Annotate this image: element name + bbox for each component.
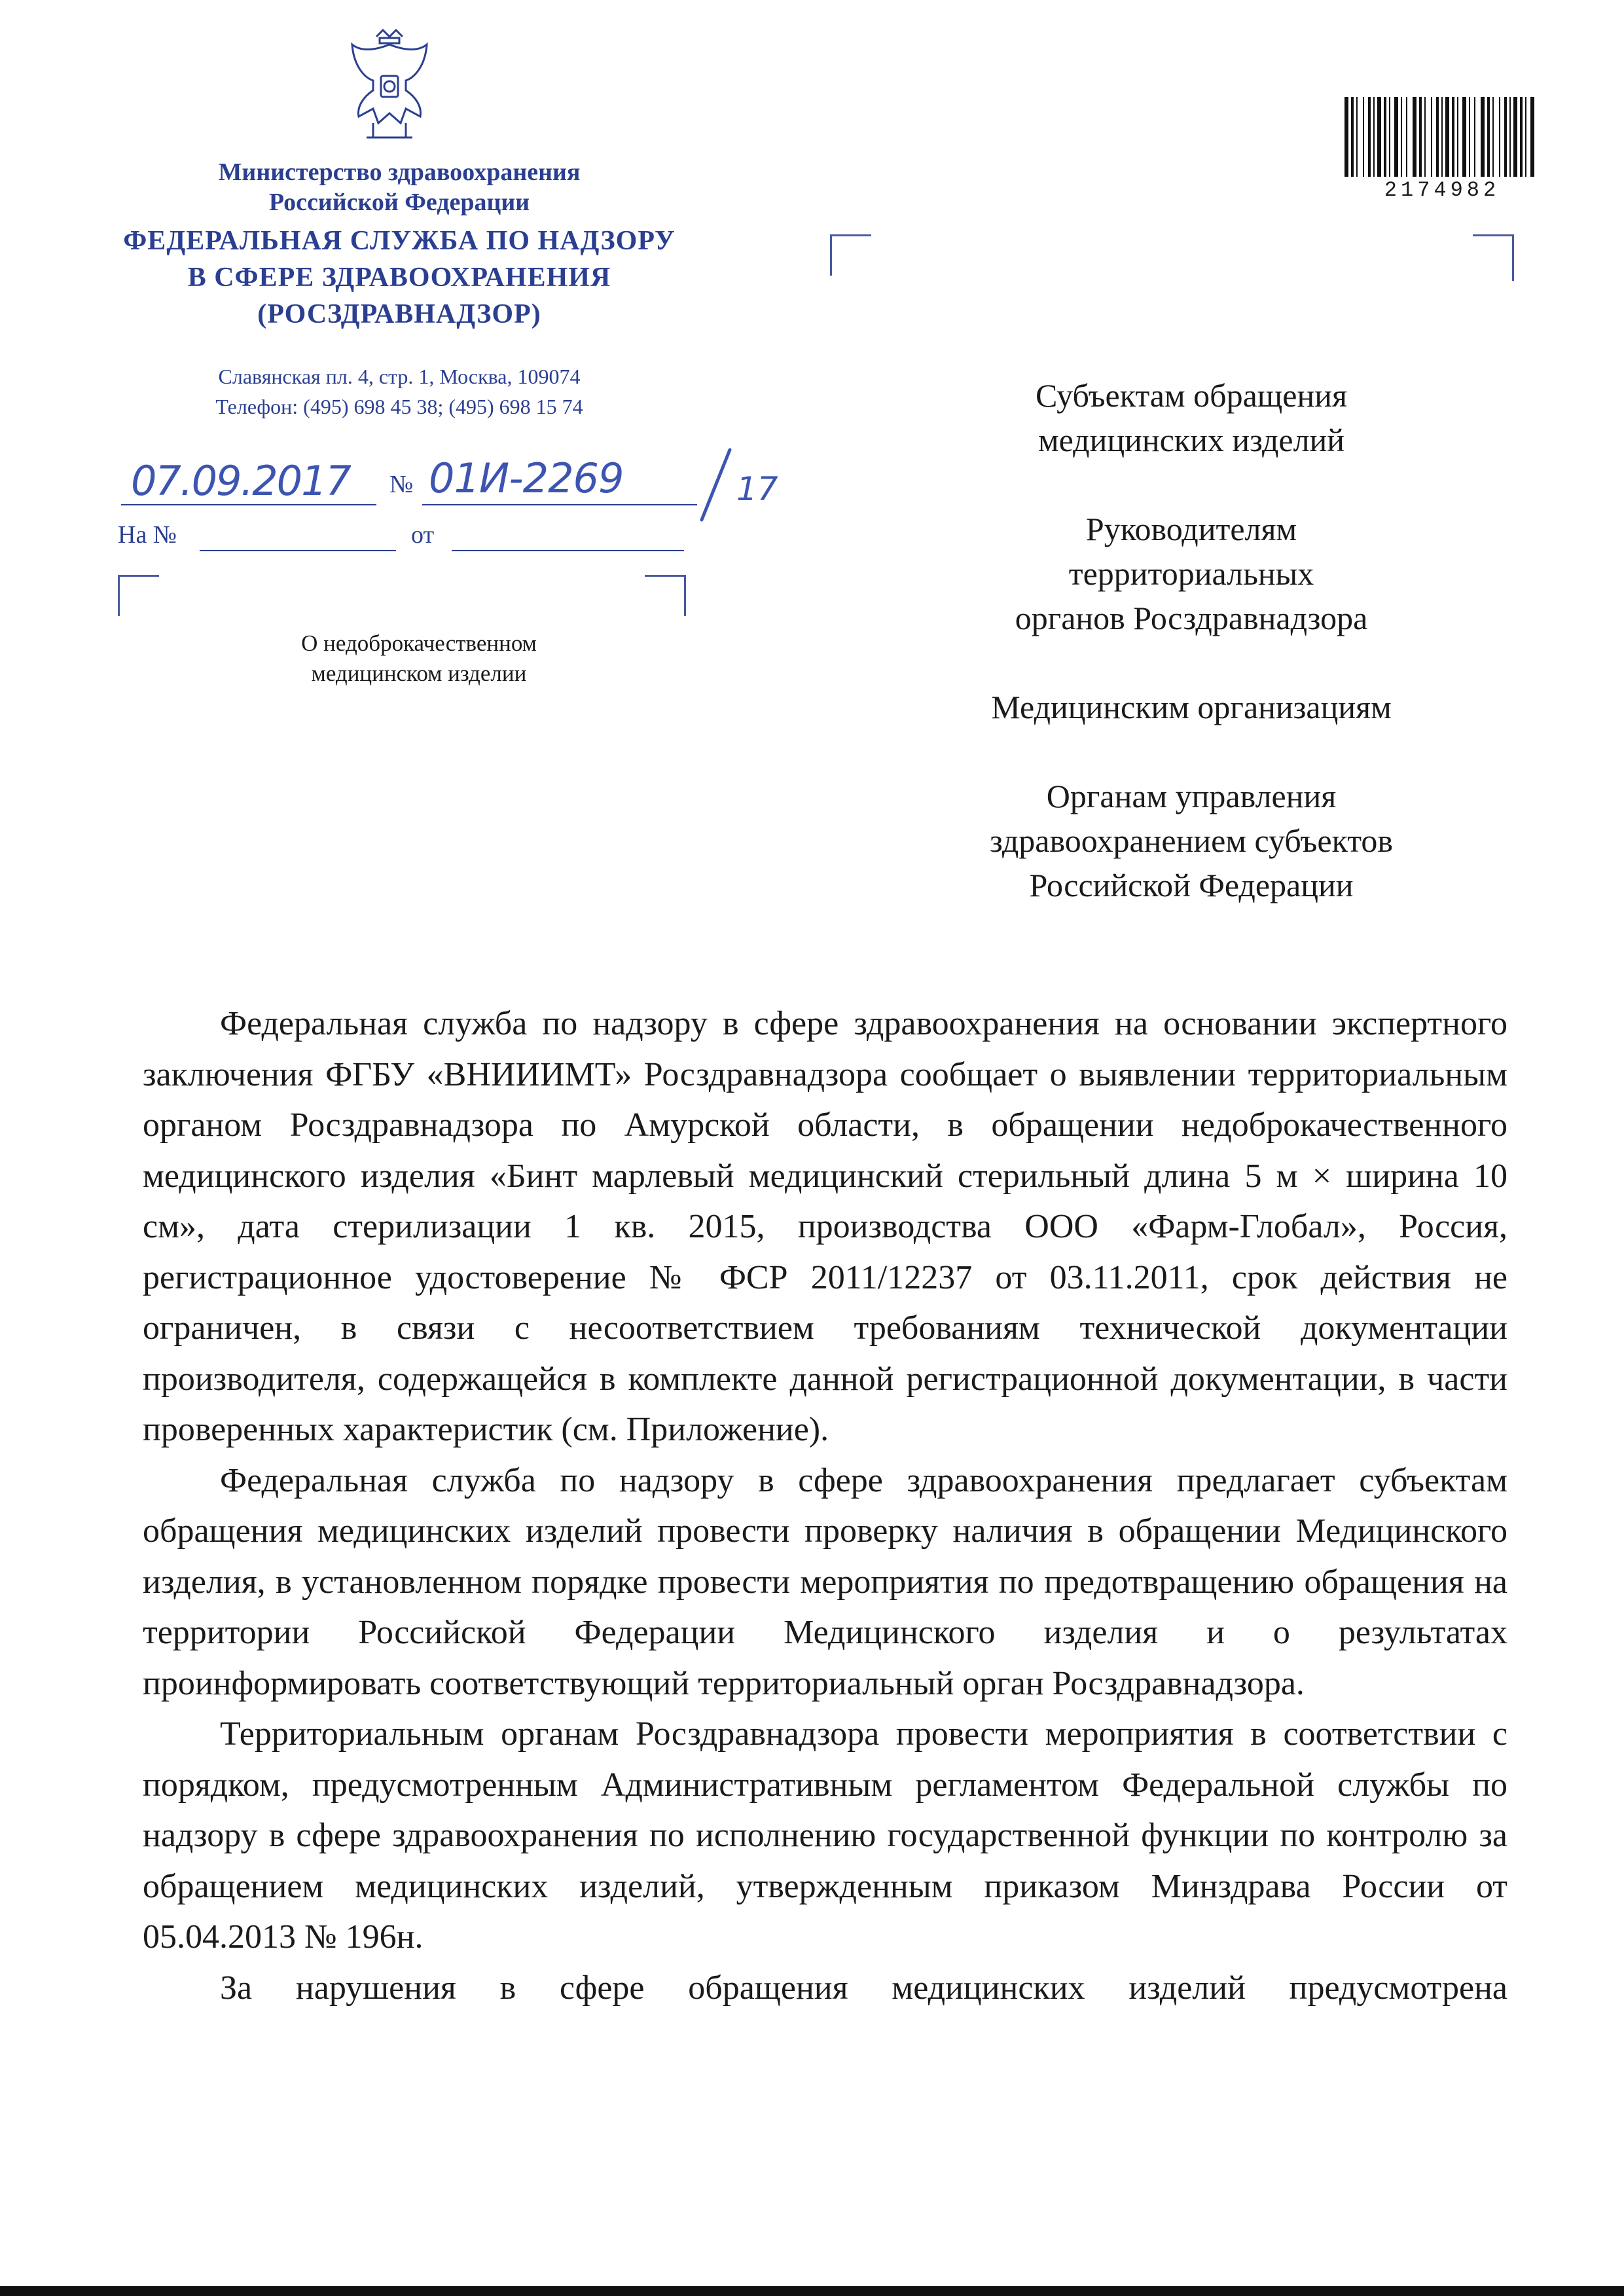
addressee-line: Органам управления — [1046, 778, 1337, 814]
letter-subject — [236, 629, 602, 689]
number-underline — [422, 504, 697, 505]
barcode-bar — [1419, 97, 1422, 177]
barcode-bar — [1530, 97, 1534, 177]
ministry-name — [131, 157, 668, 217]
barcode-bar — [1351, 97, 1354, 177]
barcode-bar — [1504, 97, 1507, 177]
registration-number: 01И-2269 — [429, 454, 624, 502]
barcode-number: 2174982 — [1384, 178, 1500, 202]
addressee-line: органов Росздравнадзора — [1015, 600, 1368, 636]
agency-line-3: (РОСЗДРАВНАДЗОР) — [257, 299, 541, 329]
barcode-bar — [1499, 97, 1500, 177]
barcode-bar — [1344, 97, 1348, 177]
subject-corner-left — [118, 575, 159, 616]
agency-name — [92, 223, 707, 333]
addressee-line: здравоохранением субъектов — [989, 822, 1394, 859]
barcode-bar — [1401, 97, 1402, 177]
barcode-bar — [1513, 97, 1517, 177]
reference-number-label: На № — [118, 521, 177, 549]
barcode — [1341, 97, 1543, 182]
barcode-bar — [1406, 97, 1407, 177]
agency-phone: Телефон: (495) 698 45 38; (495) 698 15 74 — [215, 395, 583, 418]
barcode-bar — [1452, 97, 1454, 177]
addressee-corner-right — [1473, 234, 1514, 281]
barcode-bar — [1445, 97, 1449, 177]
body-paragraph-3: Территориальным органам Росздравнадзора провести мероприятия в соответствии с порядком, предусмотренным Административным регламентом Федеральной службы по надзору в сфере здравоохранения по исполнению государственной функции по контролю за обращением медицинских изделий, утвержденным приказом Минздрава России от 05.04.2013 № 196н. — [143, 1715, 1507, 1956]
barcode-bar — [1520, 97, 1523, 177]
reference-row — [118, 520, 177, 549]
barcode-bar — [1441, 97, 1443, 177]
barcode-bar — [1509, 97, 1511, 177]
addressee-block — [864, 373, 1519, 952]
agency-line-1: ФЕДЕРАЛЬНАЯ СЛУЖБА ПО НАДЗОРУ — [123, 226, 676, 256]
barcode-bar — [1469, 97, 1470, 177]
barcode-bar — [1474, 97, 1475, 177]
barcode-bar — [1436, 97, 1439, 177]
agency-line-2: В СФЕРЕ ЗДРАВООХРАНЕНИЯ — [187, 263, 611, 293]
addressee-group — [864, 507, 1519, 640]
coat-of-arms-emblem — [347, 25, 432, 143]
addressee-group — [864, 685, 1519, 729]
barcode-bar — [1492, 97, 1494, 177]
barcode-bar — [1368, 97, 1371, 177]
addressee-group — [864, 774, 1519, 907]
barcode-bar — [1373, 97, 1375, 177]
registration-year: 17 — [736, 470, 778, 508]
date-underline — [121, 504, 376, 505]
ministry-line-2: Российской Федерации — [268, 189, 530, 216]
barcode-bar — [1413, 97, 1416, 177]
letter-body — [143, 998, 1507, 2013]
body-paragraph-2: Федеральная служба по надзору в сфере здравоохранения предлагает субъектам обращения медицинских изделий провести проверку наличия в обращении Медицинского изделия, в установленном порядке провести мероприятия по предотвращению обращения на территории Российской Федерации Медицинского изделия и о результатах проинформировать соответствующий территориальный орган Росздравнадзора. — [143, 1461, 1507, 1702]
subject-line-1: О недоброкачественном — [301, 630, 537, 656]
agency-contacts — [118, 361, 681, 422]
addressee-group — [864, 373, 1519, 462]
body-paragraph-1: Федеральная служба по надзору в сфере здравоохранения на основании экспертного заключения ФГБУ «ВНИИИМТ» Росздравнадзора сообщает о выявлении территориальным органом Росздравнадзора по Амурской области, в обращении недоброкачественного медицинского изделия «Бинт марлевый медицинский стерильный длина 5 м × ширина 10 см», дата стерилизации 1 кв. 2015, производства ООО «Фарм-Глобал», Россия, регистрационное удостоверение № ФСР 2011/12237 от 03.11.2011, срок действия не ограничен, в связи с несоответствием требованиям технической документации производителя, содержащейся в комплекте данной регистрационной документации, в части проверенных характеристик (см. Приложение). — [143, 1005, 1507, 1448]
subject-line-2: медицинском изделии — [311, 661, 527, 686]
agency-address: Славянская пл. 4, стр. 1, Москва, 109074 — [218, 365, 581, 388]
addressee-line: медицинских изделий — [1038, 422, 1345, 458]
barcode-bar — [1389, 97, 1390, 177]
addressee-line: Субъектам обращения — [1036, 377, 1347, 414]
barcode-bar — [1457, 97, 1458, 177]
scan-edge-bar — [0, 2286, 1624, 2296]
addressee-line: территориальных — [1068, 555, 1314, 592]
barcode-bar — [1431, 97, 1432, 177]
barcode-bar — [1356, 97, 1358, 177]
barcode-bar — [1462, 97, 1466, 177]
reference-date-blank — [452, 550, 684, 551]
registration-number-label: № — [389, 471, 414, 498]
reference-number-blank — [200, 550, 396, 551]
barcode-bar — [1525, 97, 1526, 177]
reference-from-label: от — [411, 521, 435, 549]
barcode-bar — [1481, 97, 1485, 177]
barcode-bar — [1394, 97, 1398, 177]
addressee-corner-left — [830, 234, 871, 276]
barcode-bar — [1487, 97, 1490, 177]
handwritten-slash — [694, 446, 740, 525]
ministry-line-1: Министерство здравоохранения — [218, 158, 581, 186]
body-paragraph-4: За нарушения в сфере обращения медицинских изделий предусмотрена — [220, 1969, 1507, 2007]
addressee-line: Российской Федерации — [1029, 867, 1354, 903]
registration-date: 07.09.2017 — [131, 457, 350, 505]
barcode-bar — [1384, 97, 1386, 177]
barcode-bar — [1424, 97, 1426, 177]
addressee-line: Руководителям — [1085, 511, 1297, 547]
barcode-bar — [1363, 97, 1364, 177]
barcode-bar — [1377, 97, 1381, 177]
subject-corner-right — [645, 575, 686, 616]
addressee-line: Медицинским организациям — [991, 689, 1392, 725]
